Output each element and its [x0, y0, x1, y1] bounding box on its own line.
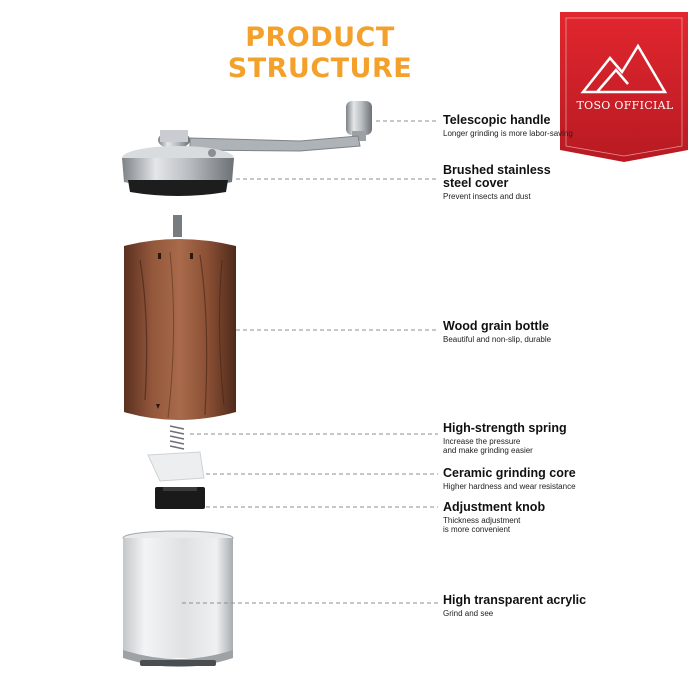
label-spring — [443, 422, 643, 455]
ceramic-core-part — [148, 452, 204, 481]
part-name: High-strength spring — [443, 421, 567, 435]
adjustment-knob-part — [155, 487, 205, 509]
part-name: High transparent acrylic — [443, 593, 587, 607]
part-description: Thickness adjustment is more convenient — [443, 516, 521, 534]
part-description: Increase the pressure and make grinding easier — [443, 437, 533, 455]
part-description: Longer grinding is more labor-saving — [443, 129, 573, 138]
brand-ribbon — [560, 12, 688, 162]
label-acrylic-jar — [443, 594, 643, 619]
wood-bottle-part — [124, 239, 236, 420]
telescopic-handle-part — [158, 101, 372, 151]
part-description: Grind and see — [443, 609, 494, 618]
acrylic-jar-part — [123, 531, 233, 667]
brand-name: TOSO OFFICIAL — [576, 99, 674, 112]
part-name: Telescopic handle — [443, 113, 551, 127]
steel-cover-part — [122, 146, 234, 196]
label-adjustment-knob — [443, 501, 643, 534]
part-description: Higher hardness and wear resistance — [443, 482, 576, 491]
part-description: Prevent insects and dust — [443, 192, 531, 201]
part-name: Adjustment knob — [443, 500, 546, 514]
page-title: PRODUCT STRUCTURE — [227, 22, 413, 84]
label-ceramic-core — [443, 467, 643, 492]
spring-part — [170, 426, 184, 449]
part-description: Beautiful and non-slip, durable — [443, 335, 552, 344]
label-wood-bottle — [443, 320, 643, 345]
part-name: Ceramic grinding core — [443, 466, 576, 480]
part-name: Wood grain bottle — [443, 319, 550, 333]
shaft-part — [173, 215, 182, 237]
label-telescopic-handle — [443, 114, 643, 139]
label-steel-cover — [443, 164, 643, 202]
part-name: Brushed stainless steel cover — [443, 163, 551, 190]
